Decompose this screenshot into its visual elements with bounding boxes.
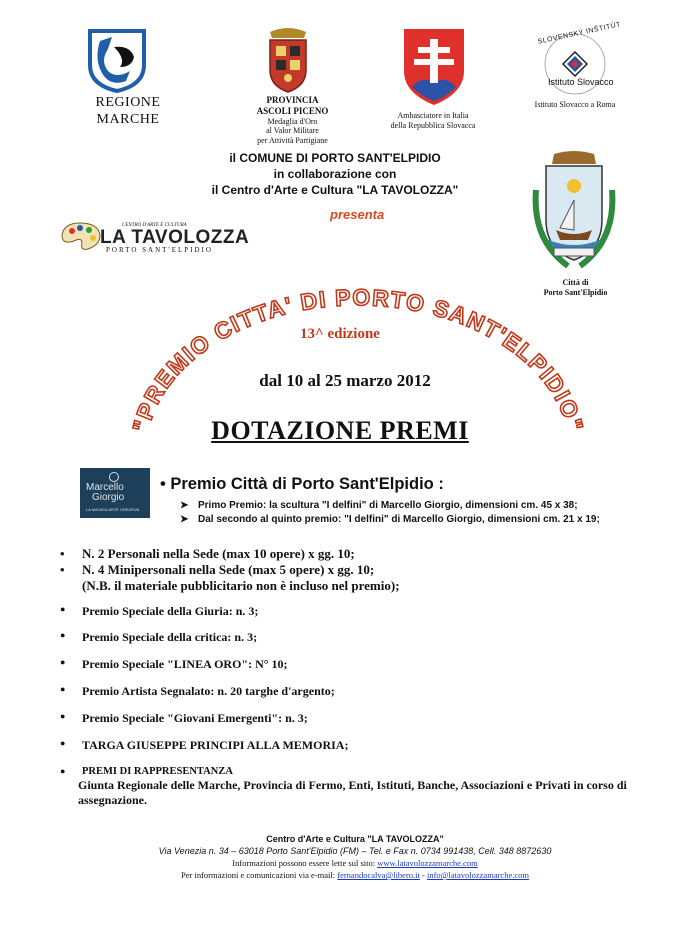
marcello-giorgio-logo: [80, 468, 150, 518]
citta-label: Città di Porto Sant'Elpidio: [543, 278, 608, 297]
tavolozza-name: LA TAVOLOZZA: [100, 227, 250, 248]
list-item: ● Premio Speciale "LINEA ORO": N° 10;: [60, 657, 288, 671]
list-item: ➤ Dal secondo al quinto premio: "I delfini" di Marcello Giorgio, dimensioni cm. 21 x 19;: [180, 514, 600, 525]
email-link-2[interactable]: info@latavolozzamarche.com: [426, 870, 529, 880]
istituto-ring-text: SLOVENSKÝ INŠTITÚT: [537, 21, 622, 46]
palette-icon: [60, 221, 102, 253]
bullet-icon: •: [160, 475, 166, 493]
provincia-crest: [262, 24, 314, 94]
bullet-icon: ●: [60, 684, 66, 694]
bullet-icon: •: [60, 562, 65, 577]
intro-line-2: in collaborazione con: [273, 167, 397, 181]
bullet-icon: •: [60, 546, 65, 561]
list-item: ● Premio Artista Segnalato: n. 20 targhe d'argento;: [60, 684, 335, 698]
arc-title-text: "PREMIO CITTA' DI PORTO SANT'ELPIDIO": [127, 284, 589, 435]
site-link[interactable]: www.latavolozzamarche.com: [377, 858, 478, 868]
bullet-icon: ●: [60, 766, 66, 776]
list-item-note: (N.B. il materiale pubblicitario non è incluso nel premio);: [82, 578, 400, 593]
footer-email-line: Per informazioni e comunicazioni via e-mail: fernandocalva@libero.it - info@latavolozzamarche.com: [181, 870, 529, 880]
list-item: • N. 2 Personali nella Sede (max 10 opere) x gg. 10;: [60, 546, 355, 561]
provincia-subtitle: Medaglia d'Oro al Valor Militare per Attività Partigiane: [257, 116, 328, 145]
bullet-icon: ●: [60, 657, 66, 667]
bullet-icon: ●: [60, 711, 66, 721]
edizione-label: 13^ edizione: [300, 326, 380, 342]
footer-site-line: Informazioni possono essere lette sul sito: www.latavolozzamarche.com: [232, 858, 478, 868]
email-link-1[interactable]: fernandocalva@libero.it: [337, 870, 420, 880]
premi-rappresentanza: [58, 766, 658, 808]
bullet-icon: ●: [60, 604, 66, 614]
list-item: ● Premio Speciale della critica: n. 3;: [60, 630, 258, 644]
provincia-name: PROVINCIA ASCOLI PICENO: [256, 95, 329, 116]
arrow-right-icon: ➤: [180, 514, 189, 525]
istituto-label: Istituto Slovacco a Roma: [534, 100, 616, 109]
tavolozza-small-text: CENTRO D'ARTE E CULTURA: [122, 223, 187, 228]
intro-line-1: il COMUNE DI PORTO SANT'ELPIDIO: [229, 151, 441, 165]
regione-marche-label: REGIONE MARCHE: [95, 95, 161, 127]
intro-block: [150, 150, 520, 198]
presenta-label: presenta: [330, 207, 385, 222]
regione-marche-logo: [86, 27, 148, 93]
footer-org: Centro d'Arte e Cultura "LA TAVOLOZZA": [266, 834, 444, 844]
tavolozza-place: PORTO SANT'ELPIDIO: [106, 246, 213, 254]
footer-address: Via Venezia n. 34 – 63018 Porto Sant'Elpidio (FM) – Tel. e Fax n. 0734 991438, Cell. 348 8872630: [158, 846, 552, 856]
sede-list: [58, 546, 400, 594]
marcello-giorgio-tag: LA MAGICA ARTE CREATIVA: [86, 507, 140, 512]
arrow-right-icon: ➤: [180, 500, 189, 511]
intro-line-3: il Centro d'Arte e Cultura "LA TAVOLOZZA": [211, 183, 459, 197]
rappresentanza-text: Giunta Regionale delle Marche, Provincia di Fermo, Enti, Istituti, Banche, Associazioni e Privati in corso di assegnazione.: [78, 778, 627, 807]
logo-circle-icon: [109, 472, 119, 482]
marcello-giorgio-name: Marcello Giorgio: [86, 482, 125, 503]
page-heading: DOTAZIONE PREMI: [211, 416, 469, 445]
list-item: ● Premio Speciale della Giuria: n. 3;: [60, 604, 259, 618]
slovak-coat-of-arms: [402, 27, 466, 107]
premio-main-items: [180, 499, 600, 527]
list-item: ➤ Primo Premio: la scultura "I delfini" di Marcello Giorgio, dimensioni cm. 45 x 38;: [180, 500, 578, 511]
list-item: • N. 4 Minipersonali nella Sede (max 5 opere) x gg. 10;: [60, 562, 375, 577]
bullet-icon: ●: [60, 630, 66, 640]
list-item: ● TARGA GIUSEPPE PRINCIPI ALLA MEMORIA;: [60, 738, 349, 752]
premio-main-title: • Premio Città di Porto Sant'Elpidio :: [160, 475, 444, 493]
bullet-icon: ●: [60, 738, 66, 748]
provincia-label: [245, 95, 340, 145]
istituto-inner-text: Istituto Slovacco: [548, 77, 614, 87]
footer: [120, 833, 590, 881]
dates-label: dal 10 al 25 marzo 2012: [259, 371, 431, 390]
rappresentanza-heading: ● PREMI DI RAPPRESENTANZA: [60, 766, 233, 777]
list-item: ● Premio Speciale "Giovani Emergenti": n. 3;: [60, 711, 308, 725]
ambasciatore-label: Ambasciatore in Italia della Repubblica Slovacca: [390, 111, 476, 130]
